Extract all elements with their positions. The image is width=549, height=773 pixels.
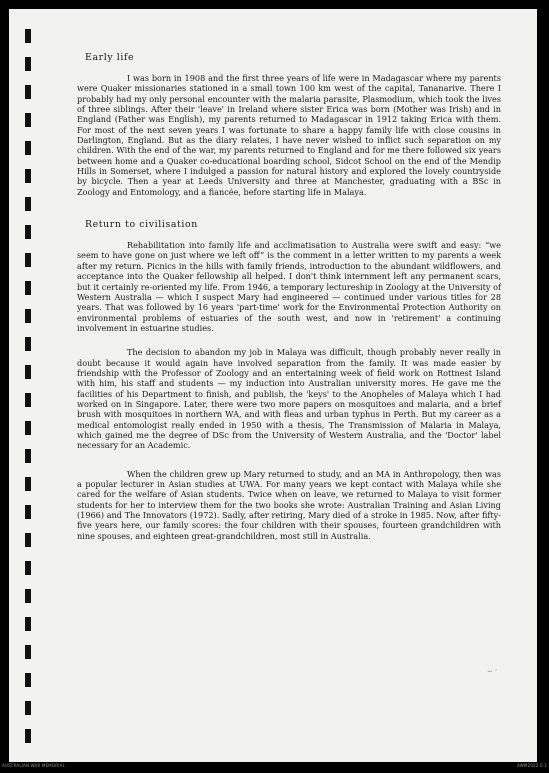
binder-hole [25, 393, 31, 407]
binder-hole [25, 197, 31, 211]
binder-hole [25, 57, 31, 71]
binder-holes [25, 29, 35, 749]
binder-hole [25, 337, 31, 351]
binder-hole [25, 729, 31, 743]
paragraph-children: When the children grew up Mary returned to study, and an MA in Anthropology, then was a popular lecturer in Asian studies at UWA. For many years we kept contact with Malaya while she cared for the welfare of Asian students. Twice when on leave, we returned to Malaya to visit former students for her to interview them for the two books she wrote: Australian Training and Asian Living (1966) and The Innovators (1972). Sadly, after retiring, Mary died of a stroke in 1985. Now, after fifty-five years here, our family scores: the four children with their spouses, fourteen grandchildren with nine spouses, and eighteen great-grandchildren, most still in Australia. [77, 468, 501, 541]
binder-hole [25, 449, 31, 463]
paragraph-decision: The decision to abandon my job in Malaya was difficult, though probably never really in doubt because it would again have involved separation from the family. It was made easier by friendship with the Professor of Zoology and an entertaining week of field work on Rottnest Island with him, his staff and students — my induction into Australian university mores. He gave me the facilities of his Department to finish, and publish, the 'keys' to the Anopheles of Malaya which I had worked on in Singapore. Later, there were two more papers on mosquitoes and malaria, and a brief brush with mosquitoes in northern WA, and with fleas and urban typhus in Perth. But my career as a medical entomologist really ended in 1950 with a thesis, The Transmission of Malaria in Malaya, which gained me the degree of DSc from the University of Western Australia, and the 'Doctor' label necessary for an Academic. [77, 347, 501, 451]
binder-hole [25, 505, 31, 519]
binder-hole [25, 421, 31, 435]
section-heading-early-life: Early life [85, 52, 135, 63]
paragraph-rehabilitation: Rehabilitation into family life and acclimatisation to Australia were swift and easy: “we seem to have gone on just where we left off” is the comment in a letter written to my parents a week after my return. Picnics in the hills with family friends, introduction to the abundant wildflowers, and acceptance into the Quaker fellowship all helped. I don't think internment left any permanent scars, but it certainly re-oriented my life. From 1946, a temporary lectureship in Zoology at the University of Western Australia — which I suspect Mary had engineered — continued under various titles for 28 years. That was followed by 16 years 'part-time' work for the Environmental Protection Authority on environmental problems of estuaries of the south west, and now in 'retirement' a continuing involvement in estuarine studies. [77, 240, 501, 333]
binder-hole [25, 29, 31, 43]
document-body [77, 52, 501, 551]
binder-hole [25, 169, 31, 183]
binder-hole [25, 561, 31, 575]
binder-hole [25, 365, 31, 379]
binder-hole [25, 309, 31, 323]
binder-hole [25, 225, 31, 239]
paragraph-early-life: I was born in 1908 and the first three years of life were in Madagascar where my parents were Quaker missionaries stationed in a small town 100 km west of the capital, Tananarive. There I probably had my only personal encounter with the malaria parasite, Plasmodium, which took the lives of three siblings. After their 'leave' in Ireland where sister Erica was born (Mother was Irish) and in England (Father was English), my parents returned to Madagascar in 1912 taking Erica with them. For most of the next seven years I was fortunate to share a happy family life with close cousins in Darlington, England. But as the diary relates, I have never wished to inflict such separation on my children. With the end of the war, my parents returned to England and for me there followed six years between home and a Quaker co-educational boarding school, Sidcot School on the end of the Mendip Hills in Somerset, where I indulged a passion for natural history and explored the lovely countryside by bicycle. Then a year at Leeds University and three at Manchester, graduating with a BSc in Zoology and Entomology, and a fiancée, before starting life in Malaya. [77, 73, 501, 197]
binder-hole [25, 253, 31, 267]
binder-hole [25, 673, 31, 687]
binder-hole [25, 477, 31, 491]
binder-hole [25, 645, 31, 659]
footer-archive-label: AUSTRALIAN WAR MEMORIAL [2, 763, 66, 768]
section-heading-return-to-civilisation: Return to civilisation [85, 219, 198, 231]
binder-hole [25, 589, 31, 603]
binder-hole [25, 141, 31, 155]
binder-hole [25, 85, 31, 99]
handwritten-mark: ~ · [486, 666, 498, 676]
binder-hole [25, 113, 31, 127]
binder-hole [25, 617, 31, 631]
binder-hole [25, 281, 31, 295]
binder-hole [25, 533, 31, 547]
binder-hole [25, 701, 31, 715]
footer-reference-number: AWM2022.0.1 [517, 763, 547, 768]
